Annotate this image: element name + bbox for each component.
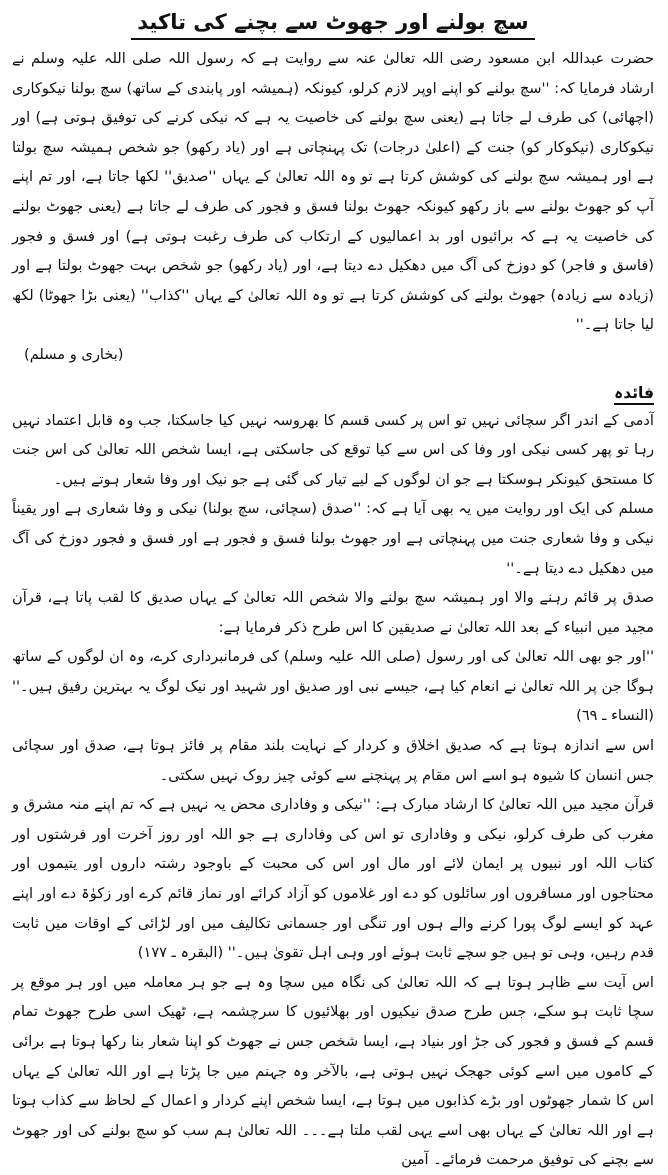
quran-quote-2-reference: (البقرہ ـ ١٧٧) (137, 944, 224, 962)
faida-paragraph-2: مسلم کی ایک اور روایت میں یہ بھی آیا ہے کہ: ''صدق (سچائی، سچ بولنا) نیکی و وفا شعاری ہے اور یقیناً نیکی و وفا شعاری جنت میں پہنچاتی ہے اور جھوٹ بولنا فسق و فجور ہے اور فسق و فجور دوزخ کی آگ میں دھکیل دے دیتا ہے۔'' (12, 500, 654, 577)
faida-paragraph-6: اس آیت سے ظاہر ہوتا ہے کہ اللہ تعالیٰ کی نگاہ میں سچا وہ ہے جو ہر معاملہ میں اور ہر موقع پر سچا ثابت ہو سکے، جس طرح صدق نیکیوں اور بھلائیوں کا سرچشمہ ہے، ٹھیک اسی طرح جھوٹ تمام قسم کے فسق و فجور کی جڑ اور بنیاد ہے، ایسا شخص جس نے جھوٹ کو اپنا شعار بنا رکھا ہوتا ہے برائی کے کاموں میں اسے کوئی جھجک نہیں ہوتی ہے، بالآخر وہ جہنم میں جا پڑتا ہے اور اللہ تعالیٰ کے یہاں اس کا شمار جھوٹوں اور بڑے کذابوں میں ہوتا ہے، ایسا شخص اپنے کردار و اعمال کے لحاظ سے کذاب ہوتا ہے اور اللہ تعالیٰ کے یہاں بھی اسے یہی لقب ملتا ہے۔۔۔ اللہ تعالیٰ ہم سب کو سچ بولنے کی اور جھوٹ سے بچنے کی توفیق مرحمت فرمائے۔ آمین (12, 973, 654, 1169)
title-container (12, 8, 654, 40)
faida-paragraph-5-text: قرآن مجید میں اللہ تعالیٰ کا ارشاد مبارک ہے: ''نیکی و وفاداری محض یہ نہیں ہے کہ تم اپنے منہ مشرق و مغرب کی طرف کرلو، نیکی و وفاداری تو اس کی وفاداری ہے جو اللہ اور روز آخرت اور فرشتوں اور کتاب اللہ اور نبیوں پر ایمان لائے اور مال اور اس کی محبت کے باوجود رشتہ داروں اور یتیموں اور محتاجوں اور مسافروں اور سائلوں کو دے اور غلاموں کو آزاد کرائے اور نماز قائم کرے اور زکوٰۃ دے اور اپنے عہد کو ایسے لوگ پورا کرنے والے ہوں اور تنگی اور جسمانی تکالیف میں اور لڑائی کے اوقات میں ثابت قدم رہیں، وہی تو ہیں جو سچے ثابت ہوئے اور وہی اہل تقویٰ ہیں۔'' (12, 796, 654, 962)
page-title: سچ بولنے اور جھوٹ سے بچنے کی تاکید (131, 8, 534, 40)
quran-quote-1 (12, 642, 654, 731)
faida-heading-label: فائدہ (614, 384, 654, 405)
faida-heading (12, 380, 654, 406)
faida-paragraph-5 (12, 790, 654, 968)
quran-quote-1-reference: (النساء ـ ٦٩) (576, 707, 654, 725)
faida-paragraph-1: آدمی کے اندر اگر سچائی نہیں تو اس پر کسی قسم کا بھروسہ نہیں کیا جاسکتا، جب وہ قابل اعتماد نہیں رہا تو پھر کسی نیکی اور وفا کی اس سے کیا توقع کی جاسکتی ہے، ایسا شخص اللہ تعالیٰ کی اس جنت کا مستحق کیونکر ہوسکتا ہے جو ان لوگوں کے لیے تیار کی گئی ہے جو نیک اور وفا شعار ہوتے ہیں۔ (12, 411, 654, 488)
hadith-text: حضرت عبداللہ ابن مسعود رضی اللہ تعالیٰ عنہ سے روایت ہے کہ رسول اللہ صلی اللہ علیہ وسلم نے ارشاد فرمایا کہ: ''سچ بولنے کو اپنے اوپر لازم کرلو، کیونکہ (ہمیشہ اور پابندی کے ساتھ) سچ بولنا نیکوکاری (اچھائی) کی طرف لے جاتا ہے (یعنی سچ بولنے کی خاصیت یہ ہے کہ نیکی کرنے کی توفیق ہوتی ہے) اور نیکوکاری (نیکوکار کو) جنت کے (اعلیٰ درجات) تک پہنچاتی ہے اور (یاد رکھو) جو شخص ہمیشہ سچ بولتا ہے اور ہمیشہ سچ بولنے کی کوشش کرتا ہے تو وہ اللہ تعالیٰ کے یہاں ''صدیق'' لکھا جاتا ہے، اور تم اپنے آپ کو جھوٹ بولنے سے باز رکھو کیونکہ جھوٹ بولنا فسق و فجور کی طرف لے جاتا ہے (یعنی جھوٹ بولنے کی خاصیت یہ ہے کہ برائیوں اور بد اعمالیوں کے ارتکاب کی طرف رغبت ہوتی ہے) اور فسق و فجور (فاسق و فاجر) کو دوزخ کی آگ میں دھکیل دے دیتا ہے، اور (یاد رکھو) جو شخص بہت جھوٹ بولتا ہے اور (زیادہ سے زیادہ) جھوٹ بولنے کی کوشش کرتا ہے تو وہ اللہ تعالیٰ کے یہاں ''کذاب'' (یعنی بڑا جھوٹا) لکھ لیا جاتا ہے۔'' (12, 50, 654, 334)
faida-paragraph-3: صدق پر قائم رہنے والا اور ہمیشہ سچ بولنے والا شخص اللہ تعالیٰ کے یہاں صدیق کا لقب پاتا ہے، قرآن مجید میں انبیاء کے بعد اللہ تعالیٰ نے صدیقین کا اس طرح ذکر فرمایا ہے: (12, 589, 654, 636)
quran-quote-1-text: ''اور جو بھی اللہ تعالیٰ کی اور رسول (صلی اللہ علیہ وسلم) کی فرمانبرداری کرے، وہ ان لوگوں کے ساتھ ہوگا جن پر اللہ تعالیٰ نے انعام کیا ہے، جیسے نبی اور صدیق اور شہید اور نیک لوگ یہ بہترین رفیق ہیں۔'' (12, 648, 654, 695)
faida-paragraph-4: اس سے اندازہ ہوتا ہے کہ صدیق اخلاق و کردار کے نہایت بلند مقام پر فائز ہوتا ہے، صدق اور سچائی جس انسان کا شیوہ ہو اسے اس مقام پر پہنچنے سے کوئی چیز روک نہیں سکتی۔ (12, 737, 654, 784)
hadith-reference: (بخاری و مسلم) (24, 345, 124, 363)
